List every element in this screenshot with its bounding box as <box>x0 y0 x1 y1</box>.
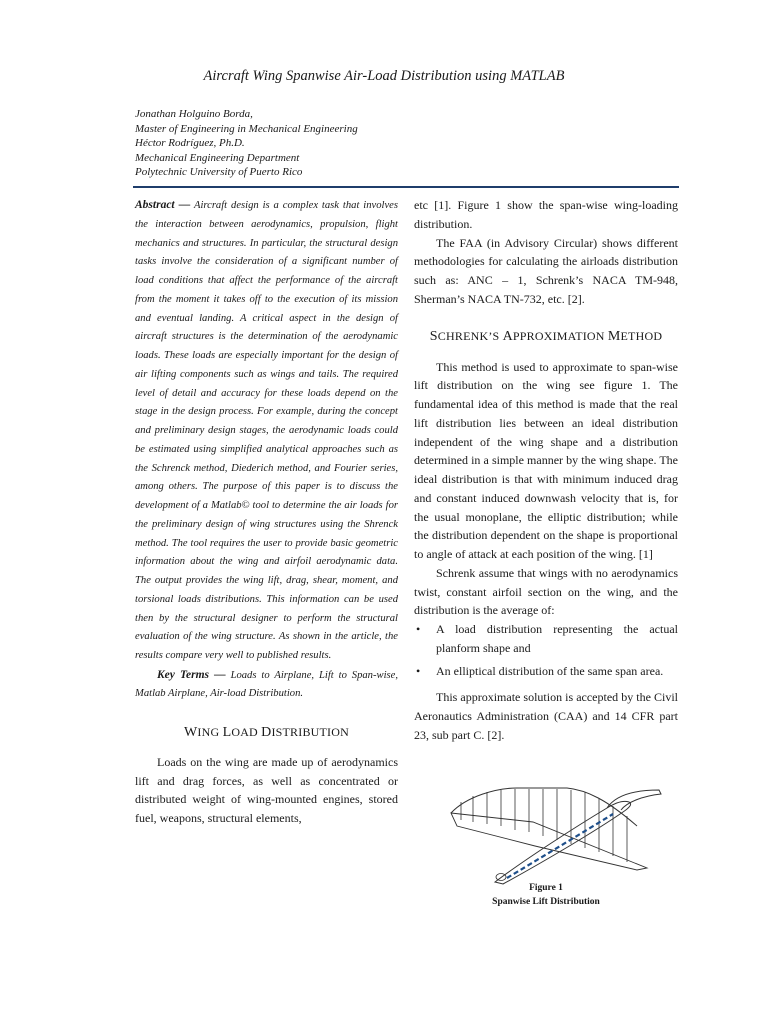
section-heading-schrenk: SCHRENK’S APPROXIMATION METHOD <box>429 328 663 344</box>
author-block <box>135 107 358 180</box>
author-degree: Master of Engineering in Mechanical Engineering <box>135 122 358 135</box>
right-paragraph-2: The FAA (in Advisory Circular) shows different methodologies for calculating the airloads distribution such as: ANC – 1, Schrenk’s NACA TM-948, Sherman’s NACA TN-732, etc. [2]. <box>414 235 678 306</box>
list-item: • An elliptical distribution of the same span area. <box>414 662 678 681</box>
schrenk-paragraph-2: Schrenk assume that wings with no aerodynamics twist, constant airfoil section on the wing, and the distribution is the average of: <box>414 565 678 618</box>
author-department: Mechanical Engineering Department <box>135 151 300 164</box>
left-column <box>135 196 398 828</box>
abstract <box>135 196 398 666</box>
list-item: • A load distribution representing the actual planform shape and <box>414 620 678 658</box>
wing-outline <box>451 813 647 870</box>
schrenk-paragraph-3: This approximate solution is accepted by the Civil Aeronautics Administration (CAA) and 14 CFR part 23, sub part C. [2]. <box>414 690 678 742</box>
bullet-list <box>414 620 678 680</box>
key-terms <box>135 666 398 703</box>
centerline-dashes <box>507 814 613 878</box>
right-paragraph-1: etc [1]. Figure 1 show the span-wise wing-loading distribution. <box>414 198 678 231</box>
key-terms-text: Loads to Airplane, Lift to Span-wise, Matlab Airplane, Air-load Distribution. <box>135 669 398 699</box>
figure-caption: Spanwise Lift Distribution <box>492 897 600 907</box>
tail-outline <box>607 790 661 810</box>
schrenk-paragraph-1: This method is used to approximate to span-wise lift distribution on the wing see figure 1. The fundamental idea of this method is made that the real lift distribution lies between an ideal distribution independent of the wing shape and a distribution determined in a simple manner by the wing shape. The ideal distribution is that with minimum induced drag and constant induced downwash velocity that is, for the usual monoplane, the elliptic distribution; while the distribution dependent on the shape is proportional to angle of attack at each position of the wing. [1] <box>414 359 678 561</box>
paper-title: Aircraft Wing Spanwise Air-Load Distribution using MATLAB <box>203 68 565 84</box>
section-heading-wing-load: WING LOAD DISTRIBUTION <box>184 724 349 740</box>
header-divider <box>133 186 679 188</box>
author-name-2: Héctor Rodríguez, Ph.D. <box>135 137 245 150</box>
author-university: Polytechnic University of Puerto Rico <box>135 166 303 179</box>
author-name-1: Jonathan Holguino Borda, <box>135 108 253 120</box>
key-terms-lead: Key Terms — <box>157 668 226 681</box>
right-column <box>414 196 678 745</box>
spanwise-lift-figure <box>437 786 663 886</box>
figure-label: Figure 1 <box>529 883 563 893</box>
abstract-lead: Abstract — <box>135 199 191 211</box>
wing-load-paragraph: Loads on the wing are made up of aerodynamics lift and drag forces, as well as concentrated or distributed weight of wing-mounted engines, stored fuel, weapons, structural elements, <box>135 754 398 825</box>
abstract-text: Aircraft design is a complex task that involves the interaction between aerodynamics, propulsion, flight mechanics and structures. In particular, the structural design tasks involve the consideration of a significant number of load conditions that affect the performance of the aircraft from the moment it takes off to the execution of its mission and eventual landing. A critical aspect in the design of aircraft structures is the determination of the aerodynamic loads. These loads are especially important for the design of air lifting components such as wings and tails. The required level of detail and accuracy for these loads depend on the stage in the design process. For example, during the concept and preliminary design stages, the aerodynamic loads could be estimated using simplified analytical approaches such as the Schrenck method, Diederich method, and Fourier series, among others. The purpose of this paper is to discuss the development of a Matlab© tool to determine the air loads for the preliminary design of wing structures using the Shrenck method. The tool requires the user to provide basic geometric information about the wing and airfoil aerodynamic data. The output provides the wing lift, drag, shear, moment, and torsional loads distributions. This information can be used then by the structural designer to perform the structural evaluation of the wing structure. As shown in the article, the results compare very well to published results. <box>135 200 398 661</box>
